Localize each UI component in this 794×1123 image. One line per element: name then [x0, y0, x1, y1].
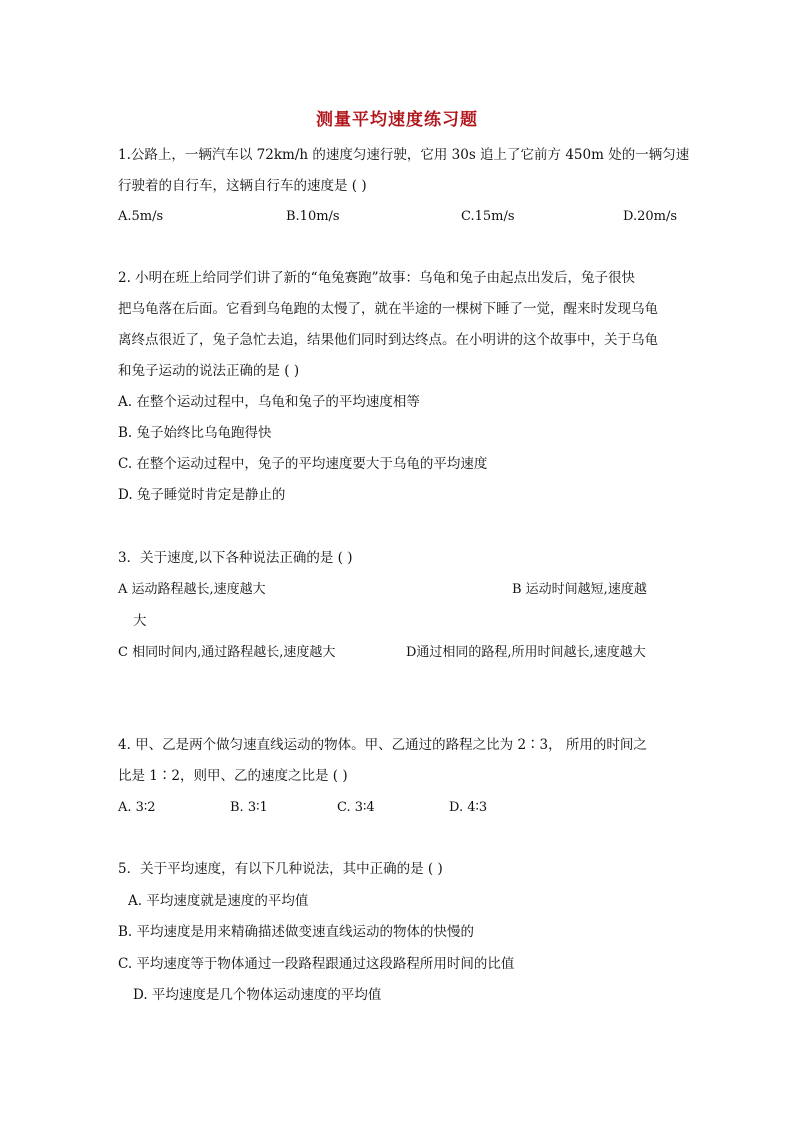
- q2-option-b: B. 兔子始终比乌龟跑得快: [118, 425, 272, 441]
- q2-option-c: C. 在整个运动过程中，兔子的平均速度要大于乌龟的平均速度: [118, 456, 488, 472]
- q2-stem-line-4: 和兔子运动的说法正确的是 ( ): [118, 363, 300, 379]
- q2-stem-line-3: 离终点很近了，兔子急忙去追，结果他们同时到达终点。在小明讲的这个故事中，关于乌龟: [118, 332, 658, 348]
- q4-stem-line-2: 比是 1∶2，则甲、乙的速度之比是 ( ): [118, 768, 348, 784]
- document-title: 测量平均速度练习题: [316, 110, 478, 130]
- q2-stem-line-2: 把乌龟落在后面。它看到乌龟跑的太慢了，就在半途的一棵树下睡了一觉，醒来时发现乌龟: [118, 301, 658, 317]
- q3-option-c: C 相同时间内,通过路程越长,速度越大: [118, 645, 336, 660]
- q3-option-a: A 运动路程越长,速度越大: [118, 582, 266, 597]
- q3-option-b-continued: 大: [133, 613, 147, 629]
- q5-option-c: C. 平均速度等于物体通过一段路程跟通过这段路程所用时间的比值: [118, 956, 515, 972]
- q2-option-d: D. 兔子睡觉时肯定是静止的: [118, 487, 286, 503]
- q4-stem-line-1: 4. 甲、乙是两个做匀速直线运动的物体。甲、乙通过的路程之比为 2∶3， 所用的时间之: [118, 737, 647, 753]
- q4-option-d: D. 4∶3: [449, 800, 488, 815]
- q1-option-d: D.20m/s: [623, 209, 678, 224]
- q5-option-d: D. 平均速度是几个物体运动速度的平均值: [133, 987, 382, 1003]
- q4-option-b: B. 3∶1: [230, 800, 268, 815]
- q5-stem: 5．关于平均速度，有以下几种说法，其中正确的是 ( ): [118, 861, 443, 877]
- q3-option-d: D通过相同的路程,所用时间越长,速度越大: [406, 645, 646, 660]
- q5-option-a: A. 平均速度就是速度的平均值: [128, 893, 309, 909]
- q1-option-c: C.15m/s: [461, 209, 515, 224]
- q1-stem-line-1: 1.公路上，一辆汽车以 72km/h 的速度匀速行驶，它用 30s 追上了它前方 450m 处的一辆匀速: [118, 147, 690, 163]
- q3-stem: 3．关于速度,以下各种说法正确的是 ( ): [118, 550, 353, 566]
- q1-option-a: A.5m/s: [118, 209, 164, 224]
- q5-option-b: B. 平均速度是用来精确描述做变速直线运动的物体的快慢的: [118, 924, 475, 940]
- q4-option-c: C. 3∶4: [337, 800, 375, 815]
- q2-option-a: A. 在整个运动过程中，乌龟和兔子的平均速度相等: [118, 394, 420, 410]
- q3-option-b: B 运动时间越短,速度越: [512, 582, 647, 597]
- q1-stem-line-2: 行驶着的自行车，这辆自行车的速度是 ( ): [118, 178, 367, 194]
- q4-option-a: A. 3∶2: [118, 800, 156, 815]
- q2-stem-line-1: 2. 小明在班上给同学们讲了新的“龟兔赛跑”故事：乌龟和兔子由起点出发后，兔子很快: [118, 270, 635, 286]
- q1-option-b: B.10m/s: [286, 209, 340, 224]
